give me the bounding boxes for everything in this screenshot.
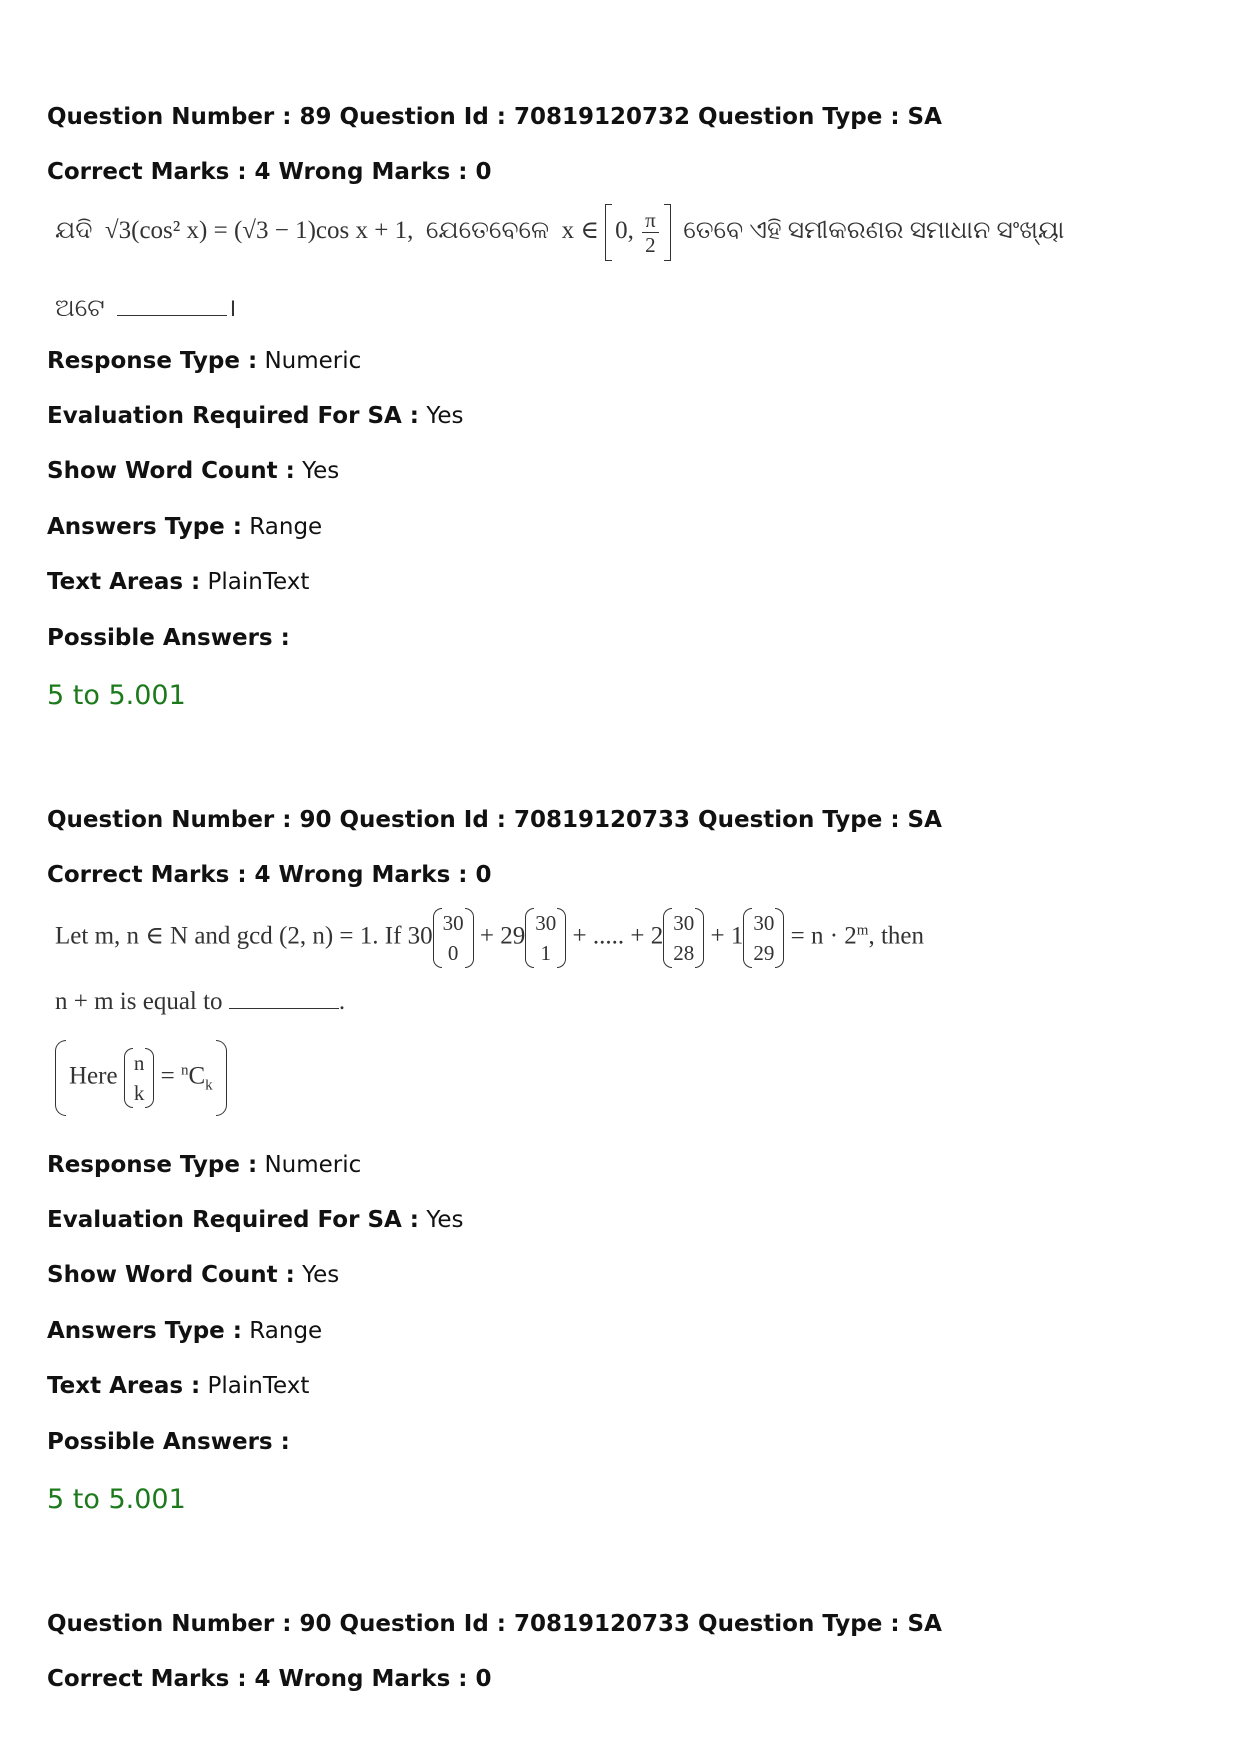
math-prefix: ଯଦି [55, 217, 93, 245]
field-evaluation-required: Evaluation Required For SA : Yes [47, 1207, 464, 1233]
binomial-4: 30 29 [743, 908, 784, 968]
binomial-3: 30 28 [663, 908, 704, 968]
possible-answer-value: 5 to 5.001 [47, 680, 186, 711]
note-equals: = [160, 1062, 175, 1090]
note-here: Here [69, 1062, 118, 1090]
question-marks: Correct Marks : 4 Wrong Marks : 0 [47, 159, 492, 185]
field-possible-answers: Possible Answers : [47, 1429, 290, 1455]
math-plus3: + 1 [710, 922, 744, 950]
fraction-numerator: π [642, 208, 659, 233]
question-header: Question Number : 89 Question Id : 70819120732 Question Type : SA [47, 104, 942, 130]
note-parenthesis [55, 1040, 227, 1116]
possible-answer-value: 5 to 5.001 [47, 1484, 186, 1515]
field-response-type: Response Type : Numeric [47, 348, 362, 374]
field-show-word-count: Show Word Count : Yes [47, 458, 340, 484]
question-marks: Correct Marks : 4 Wrong Marks : 0 [47, 1666, 492, 1692]
binomial-2: 30 1 [525, 908, 566, 968]
math-rhs-exponent: m [856, 922, 869, 939]
math-plus1: + 29 [479, 922, 526, 950]
math-line2-text: n + m is equal to [55, 988, 223, 1015]
note-binomial: n k [124, 1048, 155, 1108]
math-intro: Let m, n ∈ N and gcd (2, n) = 1. If 30 [55, 922, 433, 950]
note-subscript: k [205, 1077, 213, 1094]
question-math-line2 [55, 290, 237, 324]
field-text-areas: Text Areas : PlainText [47, 569, 310, 595]
math-mid: ଯେତେବେଳେ [425, 217, 550, 245]
note-superscript: n [180, 1062, 189, 1079]
answer-blank [117, 295, 227, 316]
question-math-line1 [55, 208, 1064, 257]
math-domain: x ∈ [561, 217, 599, 245]
field-response-type: Response Type : Numeric [47, 1152, 362, 1178]
field-evaluation-required: Evaluation Required For SA : Yes [47, 403, 464, 429]
question-marks: Correct Marks : 4 Wrong Marks : 0 [47, 862, 492, 888]
question-math-line1 [55, 908, 924, 968]
math-line2-end: । [227, 295, 237, 322]
field-answers-type: Answers Type : Range [47, 1318, 323, 1344]
note-c: C [188, 1062, 206, 1090]
question-header: Question Number : 90 Question Id : 70819120733 Question Type : SA [47, 1611, 942, 1637]
interval-left: 0, [615, 217, 634, 245]
field-show-word-count: Show Word Count : Yes [47, 1262, 340, 1288]
question-math-line2 [55, 988, 345, 1016]
math-equation: √3(cos² x) = (√3 − 1)cos x + 1, [104, 217, 414, 245]
fraction-denominator: 2 [645, 233, 656, 257]
field-answers-type: Answers Type : Range [47, 514, 323, 540]
field-possible-answers: Possible Answers : [47, 625, 290, 651]
binomial-1: 30 0 [433, 908, 474, 968]
question-math-note [55, 1040, 227, 1116]
math-line2-end: . [338, 988, 346, 1015]
math-then: , then [868, 922, 924, 950]
math-plus2: + ..... + 2 [572, 922, 664, 950]
math-rhs: = n · 2 [790, 922, 857, 950]
math-suffix: ତେବେ ଏହି ସମୀକରଣର ସମାଧାନ ସଂଖ୍ୟା [683, 217, 1065, 245]
interval-fraction [642, 208, 659, 257]
field-text-areas: Text Areas : PlainText [47, 1373, 310, 1399]
answer-blank [229, 988, 339, 1009]
question-header: Question Number : 90 Question Id : 70819120733 Question Type : SA [47, 807, 942, 833]
math-line2-text: ଅଟେ [55, 295, 105, 322]
math-interval [605, 208, 671, 257]
